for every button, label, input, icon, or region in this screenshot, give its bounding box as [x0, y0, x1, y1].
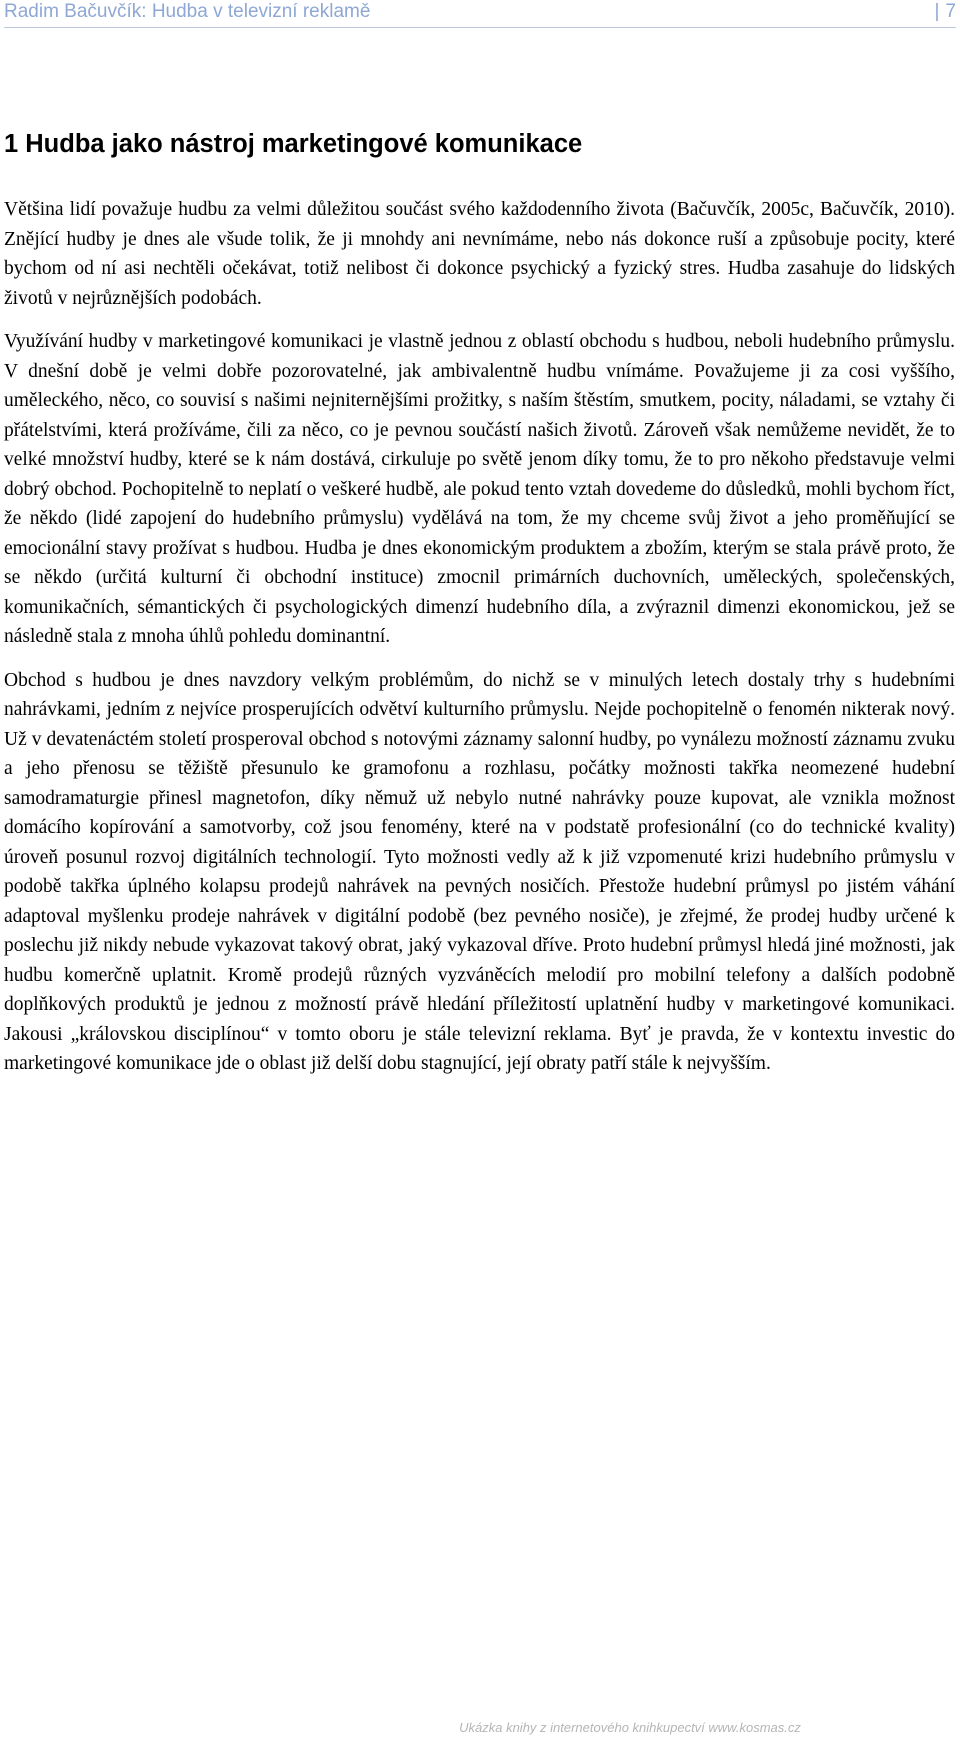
paragraph: Obchod s hudbou je dnes navzdory velkým problémům, do nichž se v minulých letech dostaly trhy s hudebními nahrávkami, jedním z nejvíce prosperujících odvětví kulturního průmyslu. Nejde pochopitelně o fenomén nikterak nový. Už v devatenáctém století prosperoval obchod s notovými záznamy salonní hudby, po vynálezu možností záznamu zvuku a jeho přenosu se těžiště přesunulo ke gramofonu a rozhlasu, počátky možnosti takřka neomezené hudební samodramaturgie přinesl magnetofon, díky němuž už nebylo nutné nahrávky pouze kupovat, ale vznikla možnost domácího kopírování a samotvorby, což jsou fenomény, které na v podstatě profesionální (co do technické kvality) úroveň posunul rozvoj digitálních technologií. Tyto možnosti vedly až k již vzpomenuté krizi hudebního průmyslu v podobě takřka úplného kolapsu prodejů nahrávek na pevných nosičích. Přestože hudební průmysl po jistém váhání adaptoval myšlenku prodeje nahrávek v digitální podobě (bez pevného nosiče), je zřejmé, že prodej hudby určené k poslechu již nikdy nebude vykazovat takový obrat, jaký vykazoval dříve. Proto hudební průmysl hledá jiné možnosti, jak hudbu komerčně uplatnit. Kromě prodejů různých vyzváněcích melodií pro mobilní telefony a dalších podobně doplňkových produktů je jednou z možností právě hledání příležitostí uplatnění hudby v marketingové komunikaci. Jakousi „královskou disciplínou“ v tomto oboru je stále televizní reklama. Byť je pravda, že v kontextu investic do marketingové komunikace jde o oblast již delší dobu stagnující, její obraty patří stále k nejvyšším.: [4, 669, 955, 1074]
header-rule: [4, 27, 956, 28]
running-header-separator: |: [934, 1, 940, 22]
chapter-heading: 1 Hudba jako nástroj marketingové komunikace: [4, 130, 583, 158]
page-footer: Ukázka knihy z internetového knihkupectví www.kosmas.cz: [459, 1720, 801, 1735]
running-header-title: Radim Bačuvčík: Hudba v televizní reklamě: [4, 1, 371, 22]
body-text: [4, 195, 955, 1093]
paragraph: Využívání hudby v marketingové komunikaci je vlastně jednou z oblastí obchodu s hudbou, neboli hudebního průmyslu. V dnešní době je velmi dobře pozorovatelné, jak ambivalentně hudbu vnímáme. Považujeme ji za cosi vyššího, uměleckého, něco, co souvisí s našimi nejniternějšími prožitky, s naším štěstím, smutkem, pocity, náladami, se vztahy či přátelstvími, která prožíváme, čili za něco, co je pevnou součástí našich životů. Zároveň však nemůžeme nevidět, že to velké množství hudby, které se k nám dostává, cirkuluje po světě jenom díky tomu, že to pro někoho představuje velmi dobrý obchod. Pochopitelně to neplatí o veškeré hudbě, ale pokud tento vztah dovedeme do důsledků, mohli bychom říct, že někdo (lidé zapojení do hudebního průmyslu) vydělává na tom, že my chceme svůj život a jeho proměňující se emocionální stavy prožívat s hudbou. Hudba je dnes ekonomickým produktem a zbožím, kterým se stala právě proto, že se někdo (určitá kulturní či obchodní instituce) zmocnil primárních duchovních, uměleckých, společenských, komunikačních, sémantických či psychologických dimenzí hudebního díla, a zvýraznil dimenzi ekonomickou, jež se následně stala z mnoha úhlů pohledu dominantní.: [4, 331, 955, 647]
paragraph: Většina lidí považuje hudbu za velmi důležitou součást svého každodenního života (Bačuvčík, 2005c, Bačuvčík, 2010). Znějící hudby je dnes ale všude tolik, že ji mnohdy ani nevnímáme, nebo nás dokonce ruší a způsobuje pocity, které bychom od ní asi nechtěli očekávat, totiž nelibost či dokonce psychický a fyzický stres. Hudba zasahuje do lidských životů v nejrůznějších podobách.: [4, 199, 955, 309]
page-number: 7: [945, 1, 956, 22]
running-header-page: [934, 0, 956, 24]
running-header: [4, 0, 956, 26]
